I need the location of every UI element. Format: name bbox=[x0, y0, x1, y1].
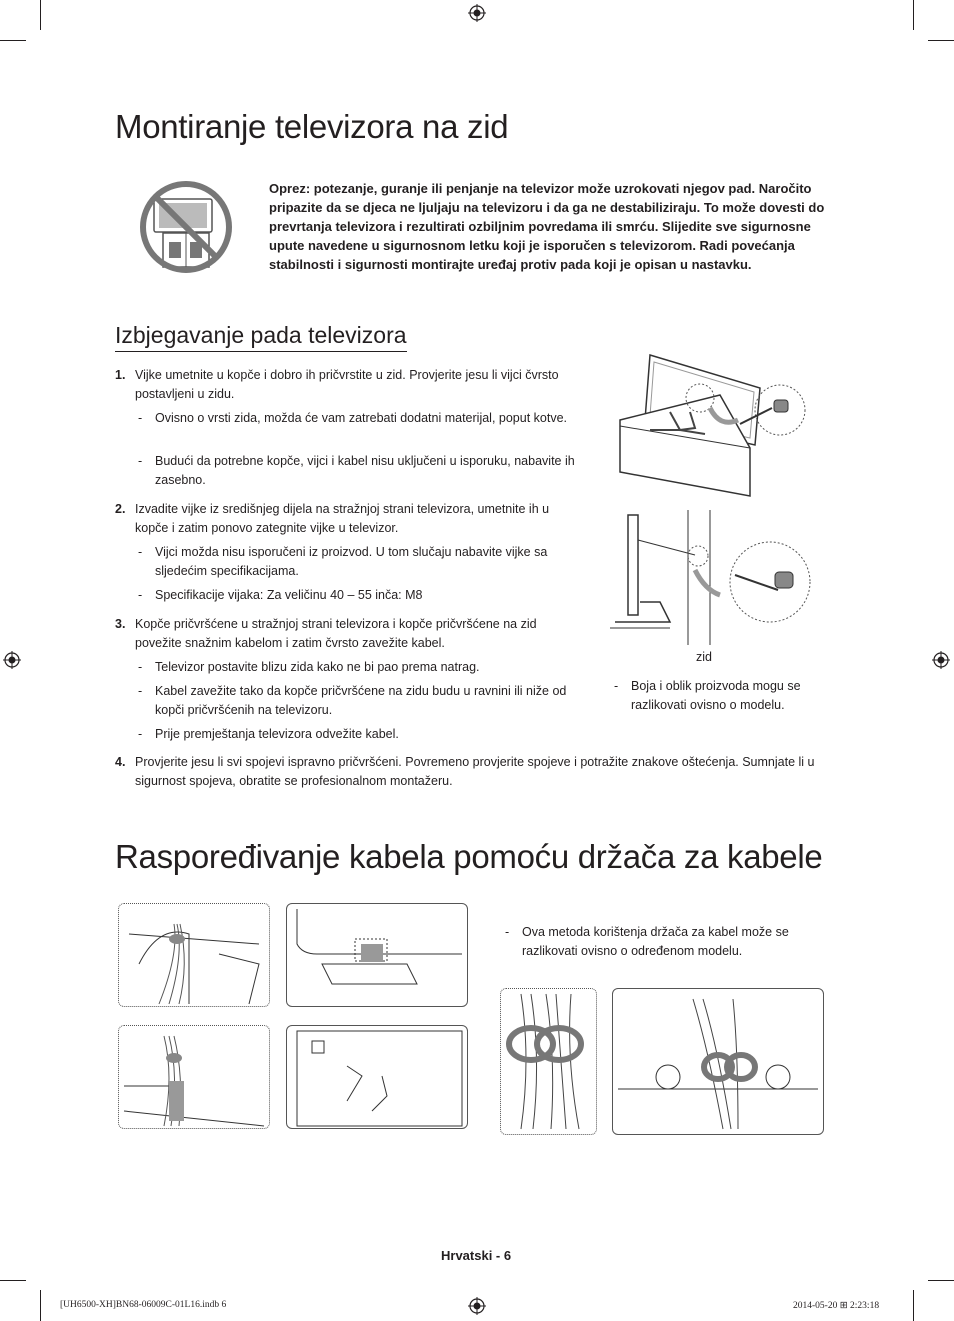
registration-mark-icon bbox=[468, 4, 486, 22]
step-text: Vijke umetnite u kopče i dobro ih pričvrstite u zid. Provjerite jesu li vijci čvrsto postavljeni u zidu. bbox=[135, 368, 559, 401]
registration-mark-icon bbox=[932, 651, 950, 669]
list-item bbox=[115, 500, 585, 538]
crop-mark bbox=[928, 1280, 954, 1281]
list-item bbox=[115, 753, 835, 791]
list-item: - Ovisno o vrsti zida, možda će vam zatrebati dodatni materijal, poput kotve. bbox=[138, 409, 588, 428]
list-item bbox=[115, 366, 585, 404]
sub-text: Specifikacije vijaka: Za veličinu 40 – 55 inča: M8 bbox=[155, 588, 423, 602]
step-text: Kopče pričvršćene u stražnjoj strani televizora i kopče pričvršćene na zid povežite snažnim kabelom i zatim čvrsto zavežite kabel. bbox=[135, 617, 537, 650]
cable-holder-panel-6 bbox=[612, 988, 824, 1135]
registration-mark-icon bbox=[3, 651, 21, 669]
list-item: - Vijci možda nisu isporučeni iz proizvod. U tom slučaju nabavite vijke sa sljedećim specifikacijama. bbox=[138, 543, 588, 581]
registration-mark-icon bbox=[468, 1297, 486, 1315]
crop-mark bbox=[928, 40, 954, 41]
crop-mark bbox=[913, 0, 914, 30]
crop-mark bbox=[913, 1290, 914, 1321]
crop-mark bbox=[0, 1280, 26, 1281]
step-text: Izvadite vijke iz središnjeg dijela na stražnjoj strani televizora, umetnite ih u kopče i zatim ponovo zategnite vijke u televizor. bbox=[135, 502, 550, 535]
cable-note: - Ova metoda korištenja držača za kabel može se razlikovati ovisno o određenom modelu. bbox=[505, 925, 789, 958]
crop-mark bbox=[40, 0, 41, 30]
list-item bbox=[115, 615, 585, 653]
step-number: 3. bbox=[115, 617, 126, 631]
list-item: - Kabel zavežite tako da kopče pričvršćene na zidu budu u ravnini ili niže od kopči pričvršćenih na televizoru. bbox=[138, 682, 588, 720]
cable-holder-panel-2 bbox=[286, 903, 468, 1007]
sub-text: Televizor postavite blizu zida kako ne bi pao prema natrag. bbox=[155, 660, 480, 674]
crop-mark bbox=[0, 40, 26, 41]
sub-text: Vijci možda nisu isporučeni iz proizvod. U tom slučaju nabavite vijke sa sljedećim specifikacijama. bbox=[155, 545, 548, 578]
warning-text: Oprez: potezanje, guranje ili penjanje na televizor može uzrokovati njegov pad. Naročito pripazite da se djeca ne ljuljaju na televizoru i da ga ne destabiliziraju. To može dovesti do prevrtanja televizora i rezultirati ozbiljnim povredama ili smrću. Slijedite sve sigurnosne upute navedene u sigurnosnom letku koji je isporučen s televizorom. Radi povećanja stabilnosti i sigurnosti montirajte uređaj protiv pada koji je opisan u nastavku. bbox=[269, 181, 825, 272]
crop-mark bbox=[40, 1290, 41, 1321]
page-title: Montiranje televizora na zid bbox=[115, 108, 509, 145]
section-heading: Izbjegavanje pada televizora bbox=[115, 322, 407, 352]
file-info: [UH6500-XH]BN68-06009C-01L16.indb 6 bbox=[60, 1300, 227, 1310]
list-item: - Specifikacije vijaka: Za veličinu 40 – 55 inča: M8 bbox=[138, 586, 588, 605]
step-text: Provjerite jesu li svi spojevi ispravno pričvršćeni. Povremeno provjerite spojeve i potražite znakove oštećenja. Sumnjate li u sigurnost spojeva, obratite se profesionalnom montažeru. bbox=[135, 755, 815, 788]
cable-holder-panel-4 bbox=[286, 1025, 468, 1129]
cable-holder-panel-1 bbox=[118, 903, 270, 1007]
section-title: Raspoređivanje kabela pomoću držača za kabele bbox=[115, 838, 823, 875]
sub-text: Budući da potrebne kopče, vijci i kabel nisu uključeni u isporuku, nabavite ih zasebno. bbox=[155, 454, 575, 487]
sub-text: Ovisno o vrsti zida, možda će vam zatrebati dodatni materijal, poput kotve. bbox=[155, 411, 567, 425]
sub-text: Kabel zavežite tako da kopče pričvršćene na zidu budu u ravnini ili niže od kopči pričvršćenih na televizoru. bbox=[155, 684, 567, 717]
wall-label: zid bbox=[696, 650, 712, 664]
cable-holder-panel-3 bbox=[118, 1025, 270, 1129]
sub-text: Prije premještanja televizora odvežite kabel. bbox=[155, 727, 399, 741]
no-tv-on-stand-icon bbox=[139, 180, 233, 274]
list-item: - Budući da potrebne kopče, vijci i kabel nisu uključeni u isporuku, nabavite ih zasebno. bbox=[138, 452, 588, 490]
date-info: 2014-05-20 ⊞ 2:23:18 bbox=[793, 1301, 880, 1311]
step-number: 1. bbox=[115, 368, 126, 382]
step-number: 2. bbox=[115, 502, 126, 516]
cable-holder-panel-5 bbox=[500, 988, 597, 1135]
list-item: - Televizor postavite blizu zida kako ne bi pao prema natrag. bbox=[138, 658, 588, 677]
product-note: - Boja i oblik proizvoda mogu se razlikovati ovisno o modelu. bbox=[614, 679, 801, 712]
page-number: Hrvatski - 6 bbox=[441, 1248, 512, 1263]
tv-wall-cable-illustration bbox=[610, 510, 815, 660]
step-number: 4. bbox=[115, 755, 126, 769]
list-item: - Prije premještanja televizora odvežite kabel. bbox=[138, 725, 588, 744]
tv-stand-bracket-illustration bbox=[610, 350, 810, 500]
